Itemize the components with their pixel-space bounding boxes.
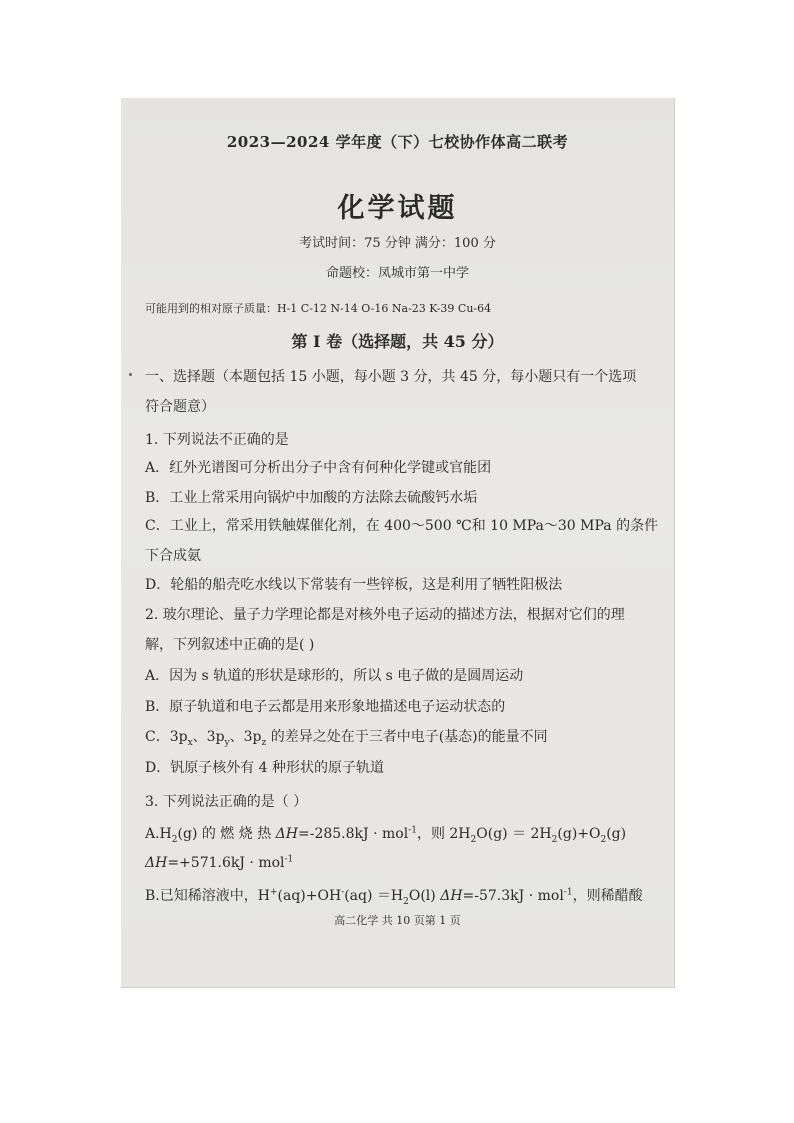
q1-option-d: D．轮船的船壳吃水线以下常装有一些锌板，这是利用了牺牲阳极法 [145,577,563,593]
q2-stem: 2. 玻尔理论、量子力学理论都是对核外电子运动的描述方法，根据对它们的理 [145,607,625,623]
q3-a-text: 的 燃 烧 热 [201,826,272,842]
time-and-score: 考试时间：75 分钟 满分：100 分 [299,236,496,251]
atomic-masses: 可能用到的相对原子质量：H-1 C-12 N-14 O-16 Na-23 K-39 Cu-64 [145,302,492,315]
q2-option-c: C．$3p_x$、$3p_y$、$3p_z$ 的差异之处在于三者中电子(基态)的能量不同 [145,729,548,748]
volume-heading: 第 Ⅰ 卷（选择题，共 45 分） [291,332,504,351]
q3-b-tail: ，则稀醋酸 [572,888,643,904]
exam-paper-photo [121,98,675,988]
q1-option-b: B．工业上常采用向锅炉中加酸的方法除去硫酸钙水垢 [145,490,478,506]
q1-stem: 1. 下列说法不正确的是 [145,432,289,448]
q1-option-c-cont: 下合成氨 [145,548,201,564]
q2-option-d: D．钒原子核外有 4 种形状的原子轨道 [145,760,385,776]
setting-school: 命题校：凤城市第一中学 [325,266,469,281]
q3-option-a-cont: ΔH=+571.6kJ · mol$^{-1}$ [145,854,294,871]
q3-stem: 3. 下列说法正确的是（ ） [145,794,308,810]
q1-option-a: A．红外光谱图可分析出分子中含有何种化学键或官能团 [145,460,492,476]
section-instruction-cont: 符合题意） [145,399,215,415]
q3-a-value: =-285.8kJ · mol [298,826,409,842]
q3-b-text: B.已知稀溶液中， [145,888,258,904]
q3-b-value: =-57.3kJ · mol [462,888,564,904]
q2-option-c-text: 的差异之处在于三者中电子(基态)的能量不同 [266,729,548,745]
q2-option-a: A．因为 s 轨道的形状是球形的，所以 s 电子做的是圆周运动 [145,668,524,684]
section-instruction: 一、选择题（本题包括 15 小题，每小题 3 分，共 45 分，每小题只有一个选项 [145,369,637,385]
q3-option-b: B.已知稀溶液中，$H^+(aq)+OH^-(aq) =H_2O(l) \Delta H=-57.3kJ \cdot mol^{-1}$，则稀醋酸 [145,887,643,907]
exam-name: 2023—2024 学年度（下）七校协作体高二联考 [226,133,569,151]
page-footer: 高二化学 共 10 页第 1 页 [334,914,461,927]
q2-option-b: B．原子轨道和电子云都是用来形象地描述电子运动状态的 [145,699,506,715]
q3-option-a: $A.H_2(g)$ 的 燃 烧 热 ΔH=-285.8kJ · mol$^{-1}$，则 $2H_2O(g) = 2H_2(g)+O_2(g)$ [145,825,627,845]
speck [129,373,132,376]
q3-a2-value: =+571.6kJ · mol [167,855,285,871]
subject-title: 化学试题 [337,193,458,224]
q1-option-c: C．工业上，常采用铁触媒催化剂，在 400～500 ℃和 10 MPa～30 MPa 的条件 [145,518,659,534]
q3-a-then: ，则 [416,826,445,842]
q2-stem-cont: 解，下列叙述中正确的是( ) [145,637,315,653]
